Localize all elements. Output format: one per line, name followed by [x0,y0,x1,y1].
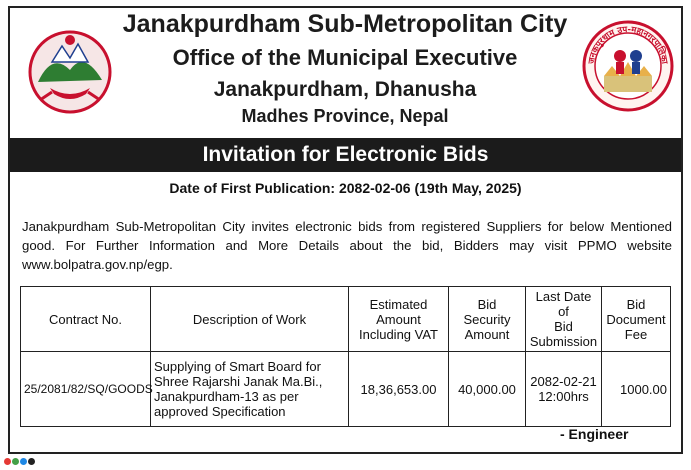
estimated-amount-cell: 18,36,653.00 [349,352,449,427]
letterhead [0,0,691,134]
last-time-value: 12:00hrs [538,389,589,404]
header-description: Description of Work [151,287,349,352]
publication-date: Date of First Publication: 2082-02-06 (19th May, 2025) [169,180,522,196]
header-estimated-amount: Estimated Amount Including VAT [349,287,449,352]
table-row [21,352,671,427]
bid-table [20,286,671,427]
contract-no-cell: 25/2081/82/SQ/GOODS [21,352,151,427]
last-date-cell [526,352,602,427]
bid-security-cell: 40,000.00 [449,352,526,427]
svg-text:जनकपुरधाम उप-महानगरपालिका [587,25,669,66]
description-cell: Supplying of Smart Board for Shree Rajarshi Janak Ma.Bi., Janakpurdham-13 as per approved Specification [151,352,349,427]
municipal-logo-text: जनकपुरधाम उप-महानगरपालिका [586,24,670,65]
signatory: - Engineer [560,426,629,442]
city-district: Janakpurdham, Dhanusha [213,78,477,101]
table-header-row [21,287,671,352]
notice-banner: Invitation for Electronic Bids [10,138,681,172]
city-name: Janakpurdham Sub-Metropolitan City [122,10,568,38]
header-bid-security: Bid Security Amount [449,287,526,352]
nepal-emblem-icon [22,22,118,118]
color-dots-decoration [4,452,36,459]
header-document-fee: Bid Document Fee [602,287,671,352]
office-name: Office of the Municipal Executive [172,45,518,70]
header-contract-no: Contract No. [21,287,151,352]
last-date-value: 2082-02-21 [530,374,597,389]
document-fee-cell: 1000.00 [602,352,671,427]
province-country: Madhes Province, Nepal [241,106,449,126]
notice-intro-paragraph: Janakpurdham Sub-Metropolitan City invites electronic bids from registered Suppliers for below Mentioned good. For Further Information and More Details about the bid, Bidders may visit PPMO website www.bolpatra.gov.np/egp. [22,219,672,272]
header-last-date: Last Date of Bid Submission [526,287,602,352]
